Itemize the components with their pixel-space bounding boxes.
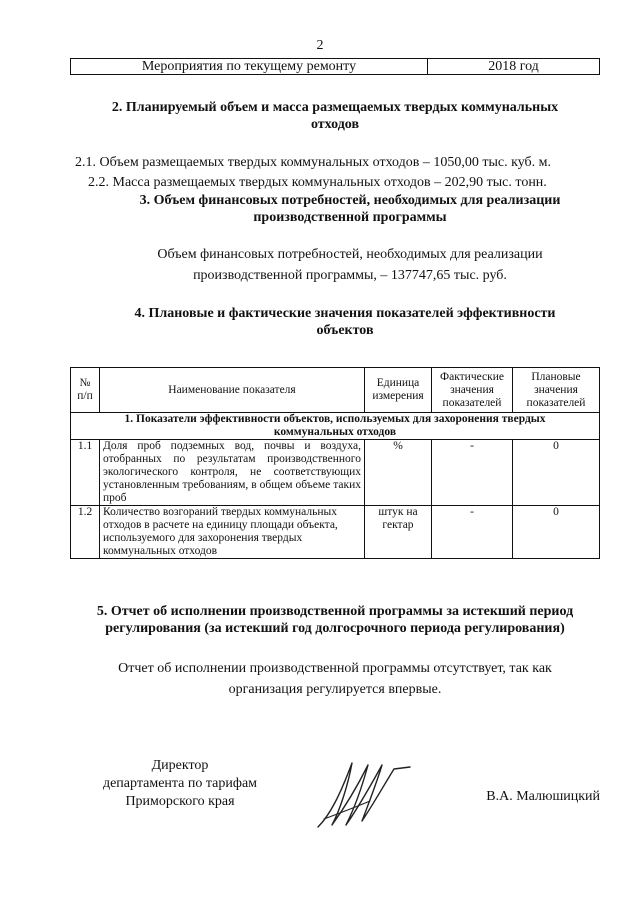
section-4-title-line2: объектов	[316, 323, 374, 338]
header-table	[70, 58, 600, 75]
row-num: 1.2	[71, 506, 100, 559]
row-actual: -	[432, 440, 513, 506]
section-5-text-line2: организация регулируется впервые.	[228, 682, 442, 697]
section-5	[70, 603, 600, 637]
row-actual: -	[432, 506, 513, 559]
row-name: Количество возгораний твердых коммунальных отходов в расчете на единицу площади объекта, используемого для захоронения твердых коммунальных отходов	[100, 506, 365, 559]
signatory-line3: Приморского края	[125, 794, 235, 809]
section-2-title-line1: 2. Планируемый объем и масса размещаемых твердых коммунальных	[111, 100, 559, 115]
group-title: 1. Показатели эффективности объектов, используемых для захоронения твердых коммунальных отходов	[71, 413, 600, 440]
row-name: Доля проб подземных вод, почвы и воздуха, отобранных по результатам производственного экологического контроля, не соответствующих установленным требованиям, в общем объеме таких проб	[100, 440, 365, 506]
section-2	[70, 99, 600, 133]
signatory-line2: департамента по тарифам	[102, 776, 258, 791]
header-unit: Единица измерения	[365, 368, 432, 413]
section-2-title-line2: отходов	[310, 117, 360, 132]
header-activity: Мероприятия по текущему ремонту	[71, 59, 428, 75]
header-year: 2018 год	[428, 59, 600, 75]
section-3-title	[100, 192, 600, 226]
header-planned: Плановые значения показателей	[513, 368, 600, 413]
row-unit: %	[365, 440, 432, 506]
section-3	[100, 192, 600, 226]
header-num: № п/п	[71, 368, 100, 413]
signatory-line1: Директор	[151, 758, 209, 773]
indicators-table	[70, 367, 600, 559]
section-2-item-2: 2.2. Масса размещаемых твердых коммунальных отходов – 202,90 тыс. тонн.	[88, 175, 547, 190]
header-name: Наименование показателя	[100, 368, 365, 413]
row-planned: 0	[513, 440, 600, 506]
table-header-row	[71, 368, 600, 413]
section-5-text-line1: Отчет об исполнении производственной программы отсутствует, так как	[118, 661, 552, 676]
header-actual: Фактические значения показателей	[432, 368, 513, 413]
section-3-title-line1: 3. Объем финансовых потребностей, необходимых для реализации	[139, 193, 561, 208]
section-5-title-line1: 5. Отчет об исполнении производственной программы за истекший период	[96, 604, 574, 619]
section-5-title	[70, 603, 600, 637]
section-5-text	[70, 658, 600, 700]
section-3-text	[100, 244, 600, 286]
section-5-title-line2: регулирования (за истекший год долгосрочного периода регулирования)	[105, 621, 565, 636]
section-4	[90, 305, 600, 339]
page-number: 2	[316, 38, 324, 53]
signatory-title	[80, 757, 280, 811]
signatory-name: В.А. Малюшицкий	[486, 789, 600, 804]
section-3-title-line2: производственной программы	[253, 210, 447, 225]
handwritten-signature	[310, 755, 420, 835]
section-2-title	[70, 99, 600, 133]
section-2-item-1: 2.1. Объем размещаемых твердых коммунальных отходов – 1050,00 тыс. куб. м.	[75, 155, 552, 170]
section-3-text-line1: Объем финансовых потребностей, необходимых для реализации	[157, 247, 543, 262]
row-planned: 0	[513, 506, 600, 559]
row-num: 1.1	[71, 440, 100, 506]
table-group-row	[71, 413, 600, 440]
table-row	[71, 440, 600, 506]
section-4-title-line1: 4. Плановые и фактические значения показателей эффективности	[134, 306, 556, 321]
section-3-text-line2: производственной программы, – 137747,65 тыс. руб.	[193, 268, 507, 283]
table-row	[71, 506, 600, 559]
row-unit: штук на гектар	[365, 506, 432, 559]
section-4-title	[90, 305, 600, 339]
